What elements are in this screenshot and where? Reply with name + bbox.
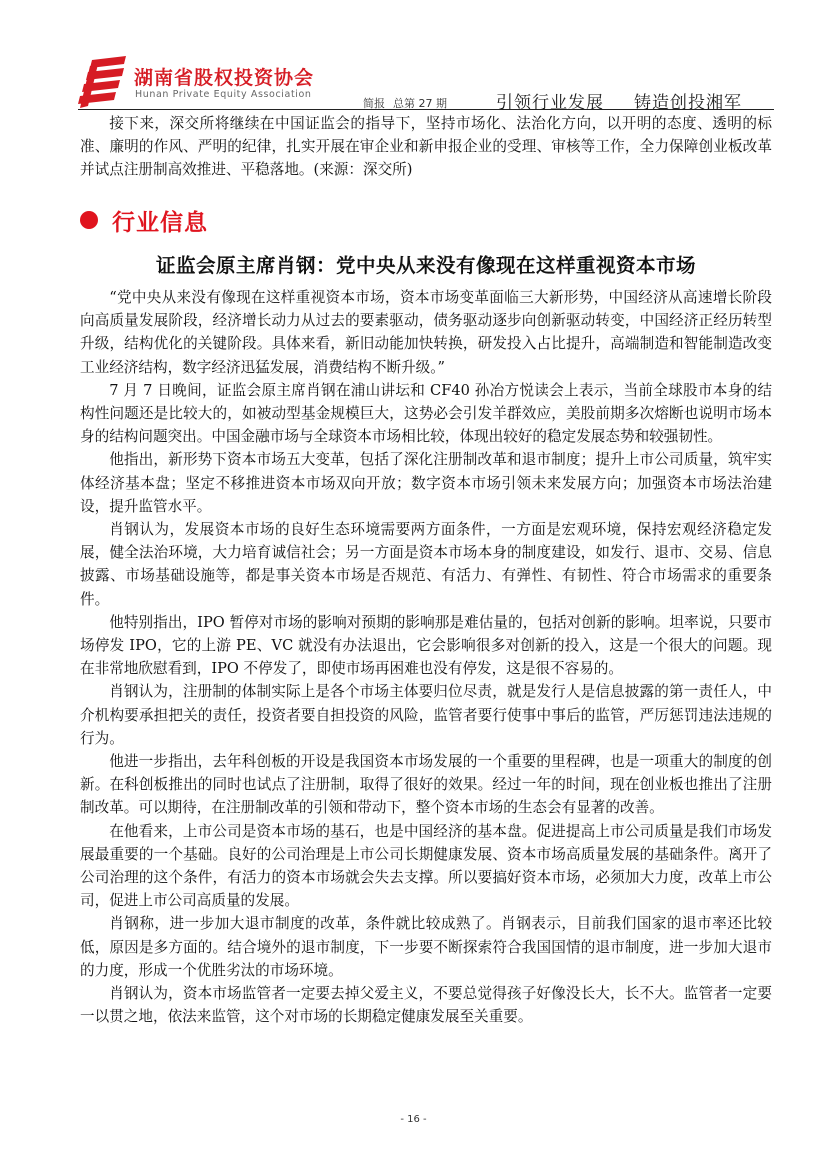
article-body bbox=[80, 286, 772, 1029]
page-number: - 16 - bbox=[400, 1114, 427, 1125]
org-name-chinese: 湖南省股权投资协会 bbox=[134, 67, 315, 89]
section-heading bbox=[80, 204, 208, 236]
publication-label: 简报 bbox=[363, 97, 385, 110]
continued-text bbox=[80, 112, 772, 181]
article-paragraph: 7 月 7 日晚间，证监会原主席肖钢在浦山讲坛和 CF40 孙冶方悦读会上表示，当前全球股市本身的结构性问题还是比较大的，如被动型基金规模巨大，这势必会引发羊群效应，美股前期多次熔断也说明市场本身的结构问题突出。中国金融市场与全球资本市场相比较，体现出较好的稳定发展态势和较强韧性。 bbox=[80, 381, 772, 446]
section-title: 行业信息 bbox=[112, 209, 208, 236]
article-paragraph: 他进一步指出，去年科创板的开设是我国资本市场发展的一个重要的里程碑，也是一项重大的制度的创新。在科创板推出的同时也试点了注册制，取得了很好的效果。经过一年的时间，现在创业板也推出了注册制改革。可以期待，在注册制改革的引领和带动下，整个资本市场的生态会有显著的改善。 bbox=[80, 753, 772, 817]
article-paragraph: 他指出，新形势下资本市场五大变革，包括了深化注册制改革和退市制度；提升上市公司质量，筑牢实体经济基本盘；坚定不移推进资本市场双向开放；数字资本市场引领未来发展方向；加强资本市场法治建设，提升监管水平。 bbox=[80, 451, 772, 515]
org-name-english: Hunan Private Equity Association bbox=[135, 89, 312, 100]
article-paragraph: 肖钢认为，注册制的体制实际上是各个市场主体要归位尽责，就是发行人是信息披露的第一责任人，中介机构要承担把关的责任，投资者要自担投资的风险，监管者要行使事中事后的监管，严厉惩罚违法违规的行为。 bbox=[80, 683, 772, 747]
article-title: 证监会原主席肖钢：党中央从来没有像现在这样重视资本市场 bbox=[155, 254, 696, 277]
slogan-right: 铸造创投湘军 bbox=[634, 93, 742, 113]
header-divider bbox=[78, 109, 774, 110]
slogan-left: 引领行业发展 bbox=[496, 93, 604, 113]
association-logo-icon bbox=[78, 56, 128, 108]
article-paragraph: 肖钢认为，资本市场监管者一定要去掉父爱主义，不要总觉得孩子好像没长大，长不大。监管者一定要一以贯之地，依法来监管，这个对市场的长期稳定健康发展至关重要。 bbox=[80, 985, 772, 1026]
page-header bbox=[78, 52, 774, 113]
article-paragraph: 肖钢认为，发展资本市场的良好生态环境需要两方面条件，一方面是宏观环境，保持宏观经济稳定发展，健全法治环境，大力培育诚信社会；另一方面是资本市场本身的制度建设，如发行、退市、交易、信息披露、市场基础设施等，都是事关资本市场是否规范、有活力、有弹性、有韧性、符合市场需求的重要条件。 bbox=[80, 521, 772, 608]
article-paragraph: “党中央从来没有像现在这样重视资本市场，资本市场变革面临三大新形势，中国经济从高速增长阶段向高质量发展阶段，经济增长动力从过去的要素驱动，债务驱动逐步向创新驱动转变，中国经济正经历转型升级，结构优化的关键阶段。具体来看，新旧动能加快转换，研发投入占比提升，高端制造和智能制造改变工业经济结构，数字经济迅猛发展，消费结构不断升级。” bbox=[80, 289, 772, 376]
intro-paragraph: 接下来，深交所将继续在中国证监会的指导下，坚持市场化、法治化方向，以开明的态度、透明的标准、廉明的作风、严明的纪律，扎实开展在审企业和新申报企业的受理、审核等工作，全力保障创业板改革并试点注册制高效推进、平稳落地。(来源：深交所) bbox=[80, 115, 772, 178]
issue-number: 总第 27 期 bbox=[393, 97, 447, 110]
article-paragraph: 肖钢称，进一步加大退市制度的改革，条件就比较成熟了。肖钢表示，目前我们国家的退市率还比较低，原因是多方面的。结合境外的退市制度，下一步要不断探索符合我国国情的退市制度，进一步加大退市的力度，形成一个优胜劣汰的市场环境。 bbox=[80, 915, 772, 979]
article-paragraph: 在他看来，上市公司是资本市场的基石，也是中国经济的基本盘。促进提高上市公司质量是我们市场发展最重要的一个基础。良好的公司治理是上市公司长期健康发展、资本市场高质量发展的基础条件。离开了公司治理的这个条件，有活力的资本市场就会失去支撑。所以要搞好资本市场，必须加大力度，改革上市公司，促进上市公司高质量的发展。 bbox=[80, 822, 772, 910]
red-dot-bullet-icon bbox=[80, 211, 98, 229]
article-paragraph: 他特别指出，IPO 暂停对市场的影响对预期的影响那是难估量的，包括对创新的影响。坦率说，只要市场停发 IPO，它的上游 PE、VC 就没有办法退出，它会影响很多对创新的投入，这是一个很大的问题。现在非常地欣慰看到，IPO 不停发了，即使市场再困难也没有停发，这是很不容易的。 bbox=[80, 613, 772, 678]
